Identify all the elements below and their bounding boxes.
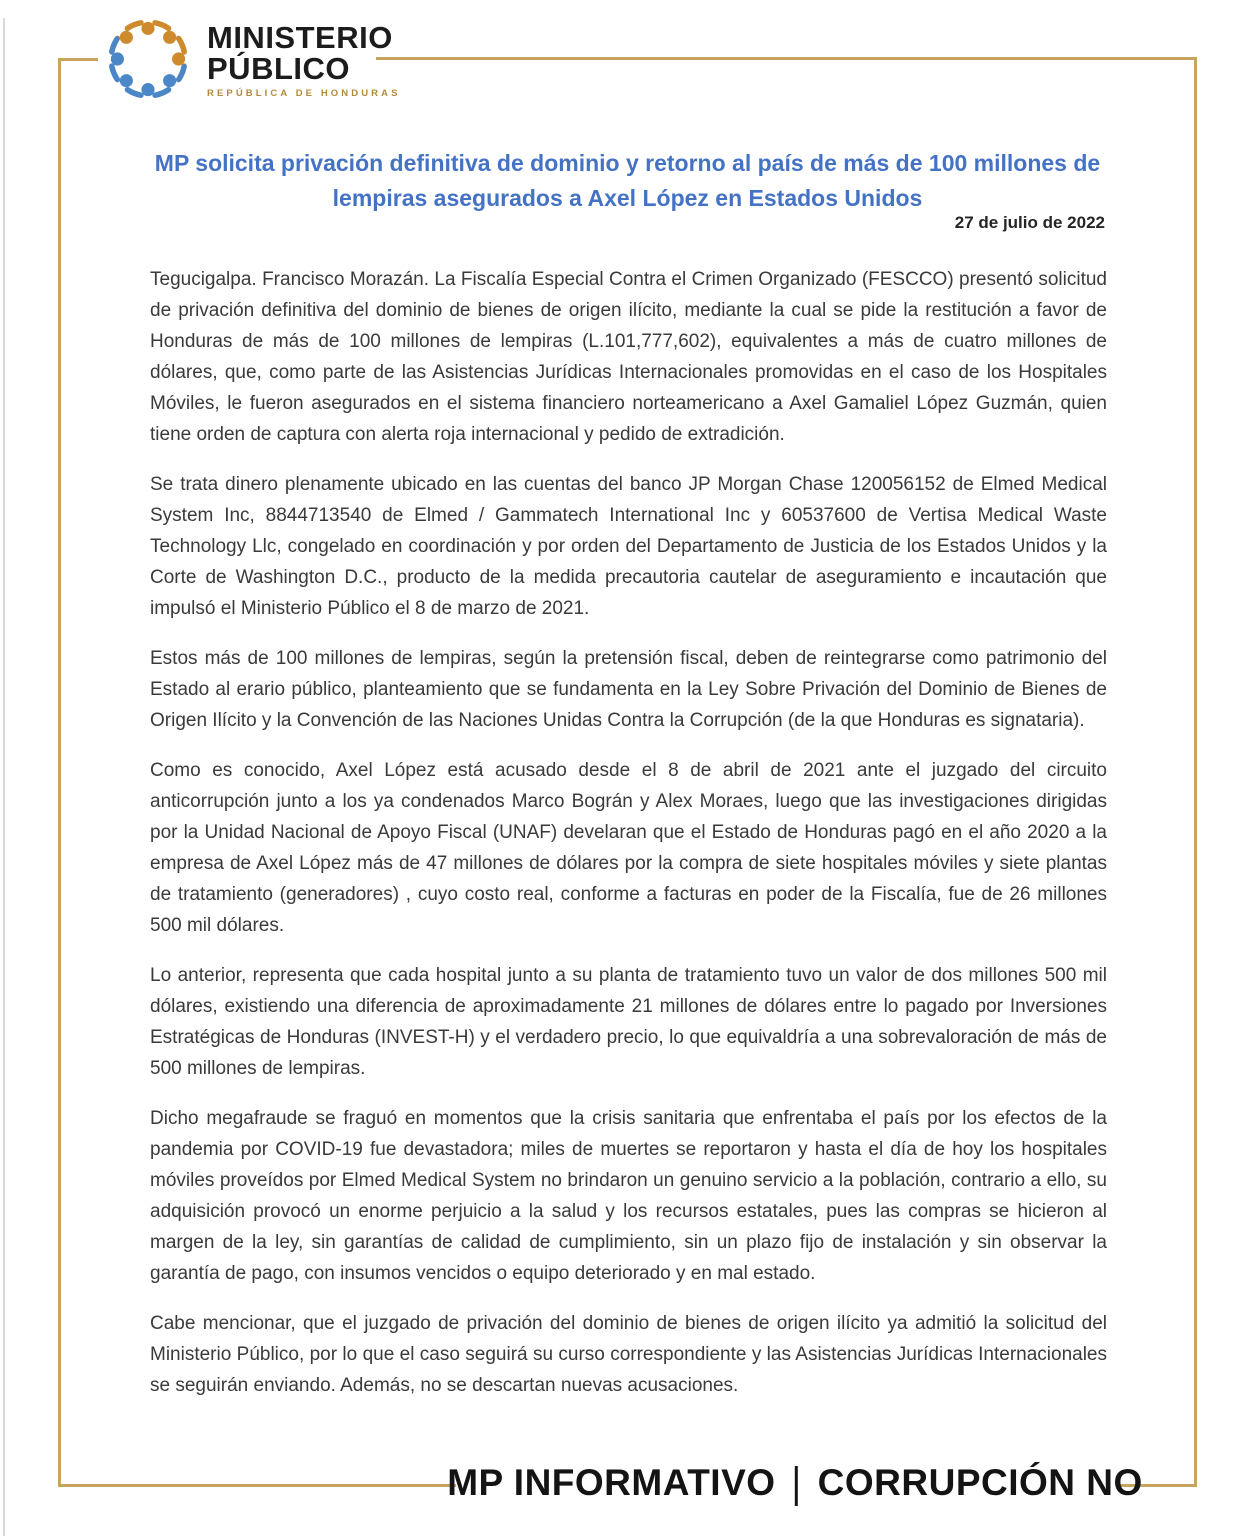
paragraph-6: Dicho megafraude se fraguó en momentos que la crisis sanitaria que enfrentaba el país por los efectos de la pandemia por COVID-19 fue devastadora; miles de muertes se reportaron y hasta el día de hoy los hospitales móviles proveídos por Elmed Medical System no brindaron un genuino servicio a la población, contrario a ello, su adquisición provocó un enorme perjuicio a la salud y los recursos estatales, pues las compras se hicieron al margen de la ley, sin garantías de calidad de cumplimiento, sin un plazo fijo de instalación y sin observar la garantía de pago, con insumos vencidos o equipo deteriorado y en mal estado. [150, 1108, 1107, 1284]
frame-border-top-right [376, 57, 1197, 60]
frame-border-top-left [58, 58, 98, 61]
scan-edge-line [3, 18, 5, 1536]
paragraph-3: Estos más de 100 millones de lempiras, según la pretensión fiscal, deben de reintegrarse como patrimonio del Estado al erario público, planteamiento que se fundamenta en la Ley Sobre Privación del Dominio de Bienes de Origen Ilícito y la Convención de las Naciones Unidas Contra la Corrupción (de la que Honduras es signataria). [150, 648, 1107, 731]
frame-border-left [58, 58, 61, 1487]
footer-slogan-right: CORRUPCIÓN NO [817, 1462, 1143, 1503]
paragraph-1: Tegucigalpa. Francisco Morazán. La Fiscalía Especial Contra el Crimen Organizado (FESCCO) presentó solicitud de privación definitiva del dominio de bienes de origen ilícito, mediante la cual se pide la restitución a favor de Honduras de más de 100 millones de lempiras (L.101,777,602), equivalentes a más de cuatro millones de dólares, que, como parte de las Asistencias Jurídicas Internacionales promovidas en el caso de los Hospitales Móviles, le fueron asegurados en el sistema financiero norteamericano a Axel Gamaliel López Guzmán, quien tiene orden de captura con alerta roja internacional y pedido de extradición. [150, 269, 1107, 445]
dateline: 27 de julio de 2022 [954, 213, 1105, 232]
paragraph-2: Se trata dinero plenamente ubicado en las cuentas del banco JP Morgan Chase 120056152 de Elmed Medical System Inc, 8844713540 de Elmed / Gammatech International Inc y 60537600 de Vertisa Medical Waste Technology Llc, congelado en coordinación y por orden del Departamento de Justicia de los Estados Unidos y la Corte de Washington D.C., producto de la medida precautoria cautelar de aseguramiento e incautación que impulsó el Ministerio Público el 8 de marzo de 2021. [150, 474, 1107, 619]
paragraph-7: Cabe mencionar, que el juzgado de privación del dominio de bienes de origen ilícito ya admitió la solicitud del Ministerio Público, por lo que el caso seguirá su curso correspondiente y las Asistencias Jurídicas Internacionales se seguirán enviando. Además, no se descartan nuevas acusaciones. [150, 1313, 1107, 1396]
paragraph-5: Lo anterior, representa que cada hospital junto a su planta de tratamiento tuvo un valor de dos millones 500 mil dólares, existiendo una diferencia de aproximadamente 21 millones de dólares entre lo pagado por Inversiones Estratégicas de Honduras (INVEST-H) y el verdadero precio, lo que equivaldría a una sobrevaloración de más de 500 millones de lempiras. [150, 965, 1107, 1079]
logo-subtitle: REPÚBLICA DE HONDURAS [207, 88, 401, 99]
article-body [150, 264, 1107, 1420]
logo-name-line1: MINISTERIO [207, 20, 393, 55]
logo-wordmark [207, 14, 401, 99]
paragraph-4: Como es conocido, Axel López está acusado desde el 8 de abril de 2021 ante el juzgado del circuito anticorrupción junto a los ya condenados Marco Bográn y Alex Moraes, luego que las investigaciones dirigidas por la Unidad Nacional de Apoyo Fiscal (UNAF) develaran que el Estado de Honduras pagó en el año 2020 a la empresa de Axel López más de 47 millones de dólares por la compra de siete hospitales móviles y siete plantas de tratamiento (generadores) , cuyo costo real, conforme a facturas en poder de la Fiscalía, fue de 26 millones 500 mil dólares. [150, 760, 1107, 936]
frame-border-right [1194, 57, 1197, 1487]
footer-separator-bar: | [791, 1458, 802, 1506]
footer-slogan-left: MP INFORMATIVO [447, 1462, 776, 1503]
page-title: MP solicita privación definitiva de dominio y retorno al país de más de 100 millones de lempiras asegurados a Axel López en Estados Unidos [154, 150, 1101, 211]
logo-name-line2: PÚBLICO [207, 51, 350, 86]
people-circle-logo-icon [103, 14, 193, 104]
footer-slogan [330, 1458, 1251, 1506]
ministerio-publico-logo [103, 14, 401, 104]
